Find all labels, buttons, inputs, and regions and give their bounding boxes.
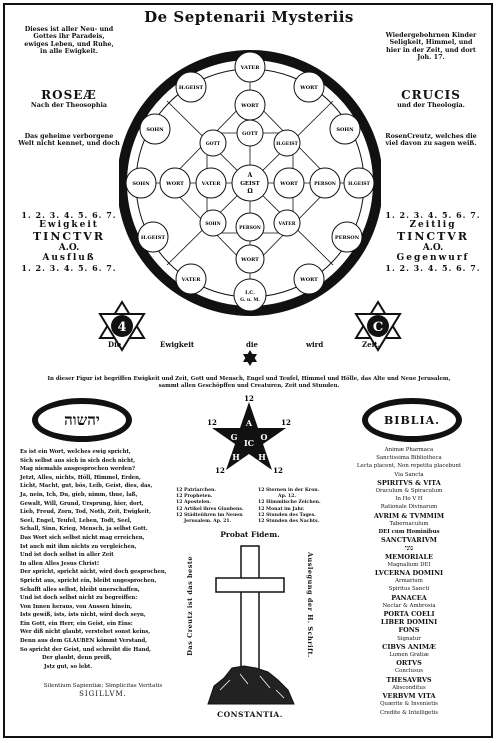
vertical-left-text: Das Creutz ist das beste: [186, 556, 194, 656]
top-left-text: Dieses ist aller Neu- und Gottes ihr Paradeis, ewiges Leben, und Ruhe, in alle Ewigkeit.: [24, 25, 114, 56]
svg-text:G. u. M.: G. u. M.: [240, 298, 260, 303]
crucis-heading: CRUCIS und der Theologia.: [397, 88, 465, 109]
right-biblia-list: Animæ Pharmaca Sanctissima Bibliotheca Lecta placent, Non repetita placebunt Via Sancta SPIRITVS & VITA Oraculum & Spiraculum In Ho V H Rationale Divinarum AVRIM & TVMMIM Tabernaculum DEI cum Hominibus SANCTVARIVM נוני MEMORIALE Magnalium DEI LVCERNA DOMINI Armarium Spiritus Sancti PANACEA Nectar & Ambrosia PORTA COELI LIBER DOMINI FONS Signatur CIBVS ANIMÆ Lumen Gratiæ ORTVS Conclusus THESAVRVS Absconditus VERBVM VITA Quærite & Invenietis Credite & Intelligetis: [356, 447, 462, 716]
svg-text:PERSON: PERSON: [239, 226, 261, 231]
svg-text:12: 12: [281, 418, 291, 427]
svg-text:4: 4: [117, 320, 127, 335]
line-word-die: Die: [108, 340, 122, 349]
svg-text:PERSON: PERSON: [314, 182, 336, 187]
svg-text:SOHN: SOHN: [205, 222, 221, 227]
svg-text:H.GEIST: H.GEIST: [178, 85, 204, 91]
page-title: De Septenarii Mysteriis: [144, 8, 354, 26]
svg-text:C: C: [372, 320, 384, 335]
svg-text:WORT: WORT: [300, 85, 318, 91]
svg-text:12: 12: [244, 394, 254, 403]
left-footer: Silentium Sapientiæ; Simplicitas Veritatis SIGILLVM.: [43, 683, 163, 698]
svg-text:I.C.: I.C.: [245, 290, 255, 296]
svg-text:H.GEIST: H.GEIST: [140, 235, 166, 241]
svg-text:Ω: Ω: [247, 188, 253, 195]
svg-text:GEIST: GEIST: [240, 181, 260, 187]
svg-text:G: G: [230, 432, 238, 442]
line-word-ewigkeit: Ewigkeit: [160, 340, 195, 349]
svg-text:WORT: WORT: [300, 277, 318, 283]
svg-text:VATER: VATER: [278, 222, 296, 227]
svg-text:H.GEIST: H.GEIST: [276, 142, 298, 147]
vertical-right-text: Auslegung der H. Schrift.: [306, 552, 314, 658]
svg-text:GOTT: GOTT: [205, 142, 221, 147]
mid-list-left: 12 Patriarchen. 12 Propheten. 12 Apostelen. 12 Artikel ihres Glaubens. 12 Städteühren im Neuen Jerusalem. Ap. 21.: [176, 488, 244, 525]
svg-text:WORT: WORT: [166, 181, 184, 187]
svg-text:A: A: [247, 172, 253, 179]
svg-text:12: 12: [273, 466, 283, 474]
hexagram-small: [241, 349, 259, 367]
line-word-die2: die: [246, 340, 259, 349]
wheel-bottom-node: [234, 279, 266, 311]
svg-text:WORT: WORT: [280, 181, 298, 187]
hexagram-left: [96, 300, 148, 352]
svg-text:SOHN: SOHN: [336, 127, 354, 133]
node-label: VATER: [240, 65, 260, 71]
cross-on-rock: [200, 540, 300, 708]
mid-list-right: 12 Sternen in der Kron. Ap. 12. 12 Himmlische Zeichen. 12 Monat im Jahr. 12 Stunden des Tages. 12 Stunden des Nachts.: [258, 488, 321, 525]
svg-text:O: O: [260, 432, 268, 442]
rosae-heading: ROSEÆ Nach der Theosophia: [30, 88, 108, 109]
svg-text:H: H: [258, 452, 266, 462]
right-tinctur-block: 1. 2. 3. 4. 5. 6. 7. Zeitlig TINCTVR A.O. Gegenwurf 1. 2. 3. 4. 5. 6. 7.: [385, 210, 481, 273]
figure-sentence: In dieser Figur ist begriffen Ewigkeit und Zeit, Gott und Mensch, Engel und Teufel, Himmel und Hölle, das Alte und Neue Jerusalem, sammt allen Geschöpffen und Creaturen, Zeit und Stunden.: [47, 376, 451, 389]
svg-text:VATER: VATER: [201, 181, 221, 187]
left-poem: Es ist ein Wort, welches ewig spricht, Sich selbst aus sich in sich doch nicht, Mag niemahls ausgesprochen werden? Jetzt, Alles, nichts, Höll, Himmel, Erden, Licht, Macht, gut, bös, Leib, Geist, dies, das, Ja, nein, Ich, Du, gieb, nimm, thue, laß, Gewalt, Will, Grund, Ursprung, hier, dort, Lieb, Freud, Zorn, Tod, Noth, Zeit, Ewigkeit, Seel, Engel, Teufel, Leben, Todt, Seel, Schall, Sinn, Krieg, Mensch, ja selbst Gott. Das Wort sich selbst nicht mag erreichen, Ist auch mit ihm nichts zu vergleichen, Und ist doch selbst in aller Zeit In allen Alles Jesus Christ! Der spricht, spricht nicht, wird doch gesprochen, Spricht aus, spricht ein, bleibt ungesprochen, Schafft alles selbst, bleibt unerschaffen, Und ist doch selbst nicht zu begreiffen: Von Innen heraus, von Aussen hinein, Ists gewiß, ists, ists nicht, wird doch seyn, Ein Gott, ein Herr, ein Geist, ein Eins: Wer diß nicht glaubt, verstehet sonst keins, Denn aus dem GLAUBEN kömmt Verstand, So spricht der Geist, und schreibt die Hand, Der glaubt, denn preiß, Jstz gut, so lebt.: [20, 449, 167, 670]
svg-text:SOHN: SOHN: [146, 127, 164, 133]
line-word-wird: wird: [306, 340, 324, 349]
svg-text:12: 12: [207, 418, 217, 427]
constantia-label: CONSTANTIA.: [217, 710, 283, 719]
line-word-zeit: Zeit.: [362, 340, 380, 349]
left-tinctur-block: 1. 2. 3. 4. 5. 6. 7. Ewigkeit TINCTVR A.O. Ausfluß 1. 2. 3. 4. 5. 6. 7.: [21, 210, 117, 273]
wheel-center-node: [232, 165, 268, 201]
svg-text:A: A: [245, 418, 253, 428]
right-mid-text: RosenCreutz, welches die viel davon zu sagen weiß.: [385, 132, 477, 148]
probat-fidem: Probat Fidem.: [220, 530, 280, 539]
svg-text:WORT: WORT: [241, 257, 259, 263]
pentagram-figure: [206, 394, 292, 474]
svg-text:IC: IC: [243, 438, 255, 448]
top-right-text: Wiedergebohrnen Kinder Seligkeit, Himmel, und hier in der Zeit, und dort Joh. 17.: [385, 31, 477, 62]
svg-text:WORT: WORT: [241, 103, 259, 109]
svg-text:VATER: VATER: [181, 277, 201, 283]
svg-text:SOHN: SOHN: [132, 181, 150, 187]
svg-text:12: 12: [215, 466, 225, 474]
svg-text:PERSON: PERSON: [334, 235, 360, 241]
svg-text:H: H: [232, 452, 240, 462]
left-mid-text: Das geheime verborgene Welt nicht kennet, und doch: [18, 132, 120, 148]
septenary-wheel-diagram: [119, 37, 381, 329]
oval-tetragrammaton: יהשוה: [32, 398, 132, 442]
svg-text:H.GEIST: H.GEIST: [348, 182, 370, 187]
oval-biblia: BIBLIA.: [362, 398, 462, 442]
svg-text:GOTT: GOTT: [242, 131, 258, 137]
